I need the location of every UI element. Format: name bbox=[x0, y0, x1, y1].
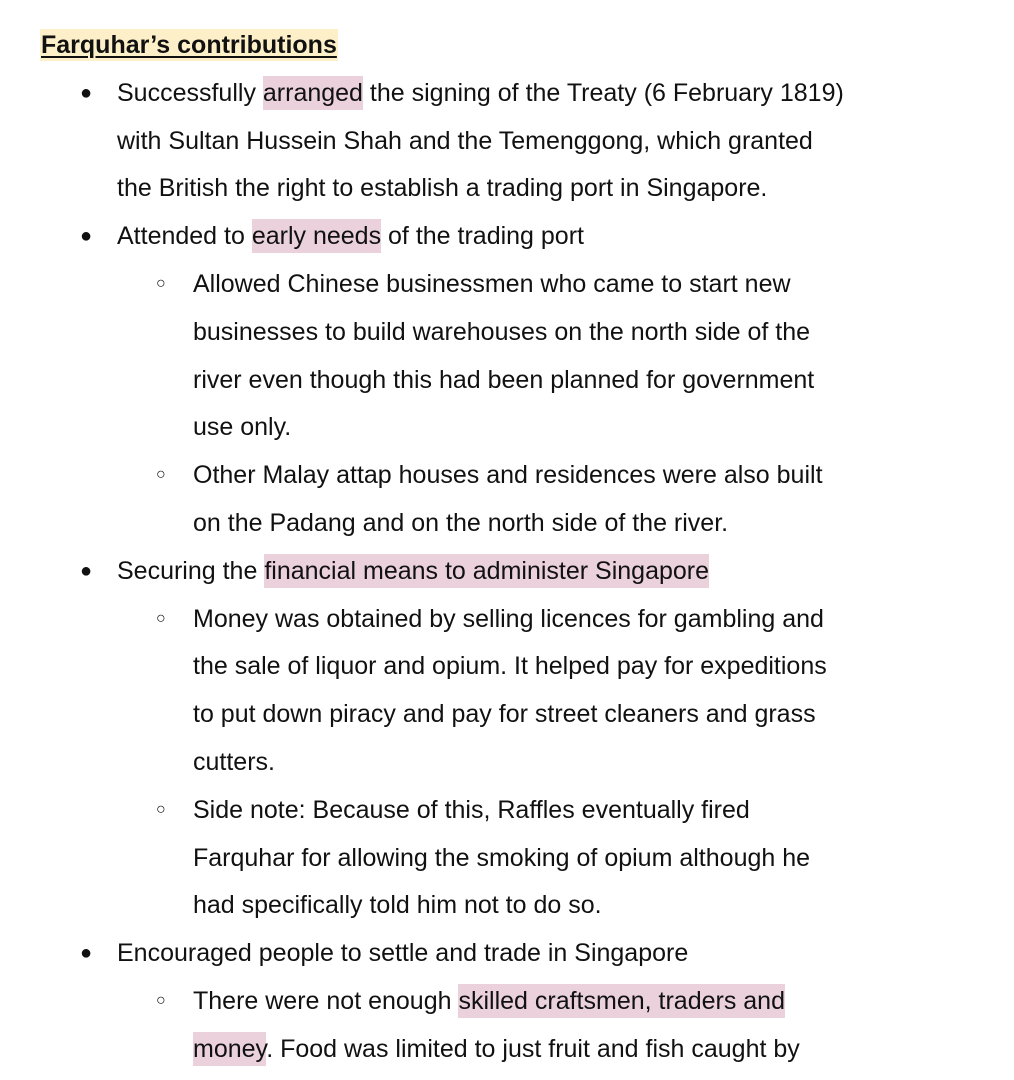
text-segment: the British the right to establish a trading port in Singapore. bbox=[117, 174, 768, 203]
text-segment: the sale of liquor and opium. It helped pay for expeditions bbox=[193, 652, 827, 681]
text-segment: Allowed Chinese businessmen who came to start new bbox=[193, 270, 791, 298]
text-segment: to put down piracy and pay for street cleaners and grass bbox=[193, 700, 816, 729]
filled-bullet-icon: ● bbox=[80, 942, 93, 965]
text-segment: Attended to bbox=[117, 222, 252, 251]
text-segment: of the trading port bbox=[381, 222, 584, 251]
highlighted-text: financial means to administer Singapore bbox=[264, 554, 709, 588]
list-item-line bbox=[193, 499, 728, 547]
list-item-line bbox=[117, 117, 813, 165]
list-item-line bbox=[117, 929, 688, 977]
list-item-line bbox=[193, 834, 810, 882]
list-item-line bbox=[117, 212, 584, 260]
text-segment: river even though this had been planned for government bbox=[193, 365, 815, 394]
list-item-line bbox=[193, 356, 814, 404]
highlighted-text: early needs bbox=[252, 219, 381, 253]
text-segment: Side note: Because of this, Raffles eventually fired bbox=[193, 795, 750, 824]
list-item-line bbox=[117, 164, 767, 212]
text-segment: use only. bbox=[193, 413, 292, 442]
hollow-bullet-icon: ○ bbox=[156, 466, 166, 484]
hollow-bullet-icon: ○ bbox=[156, 800, 166, 818]
list-item-line bbox=[193, 1025, 800, 1073]
hollow-bullet-icon: ○ bbox=[156, 275, 166, 292]
hollow-bullet-icon: ○ bbox=[156, 609, 166, 627]
highlighted-text: money bbox=[193, 1032, 266, 1066]
list-item-line bbox=[193, 595, 824, 643]
text-segment: on the Padang and on the north side of the river. bbox=[193, 509, 729, 537]
text-segment: the signing of the Treaty (6 February 1819) bbox=[362, 78, 844, 107]
text-segment: Money was obtained by selling licences for gambling and bbox=[193, 604, 824, 633]
heading-text: Farquhar’s contributions bbox=[41, 31, 337, 59]
text-segment: There were not enough bbox=[193, 987, 459, 1015]
text-segment: Farquhar for allowing the smoking of opium although he bbox=[193, 843, 811, 872]
filled-bullet-icon: ● bbox=[80, 81, 93, 104]
text-segment: had specifically told him not to do so. bbox=[193, 891, 602, 920]
filled-bullet-icon: ● bbox=[80, 559, 93, 582]
list-item-line bbox=[193, 308, 810, 356]
list-item-line bbox=[193, 881, 602, 929]
list-item-line bbox=[193, 403, 291, 451]
text-segment: Encouraged people to settle and trade in Singapore bbox=[117, 939, 689, 968]
filled-bullet-icon: ● bbox=[80, 225, 93, 248]
text-segment: businesses to build warehouses on the north side of the bbox=[193, 317, 811, 346]
list-item-line bbox=[193, 451, 823, 499]
text-segment: cutters. bbox=[193, 748, 275, 776]
text-segment: with Sultan Hussein Shah and the Temenggong, which granted bbox=[117, 126, 813, 155]
list-item-line bbox=[117, 547, 709, 595]
text-segment: Securing the bbox=[117, 556, 265, 585]
hollow-bullet-icon: ○ bbox=[156, 992, 166, 1009]
list-item-line bbox=[193, 977, 785, 1025]
text-segment: Other Malay attap houses and residences were also built bbox=[193, 461, 823, 490]
list-item-line bbox=[193, 642, 827, 690]
list-item-line bbox=[193, 786, 750, 834]
list-item-line bbox=[117, 69, 844, 117]
highlighted-text: arranged bbox=[263, 76, 363, 110]
text-segment: Successfully bbox=[117, 78, 263, 107]
highlighted-text: skilled craftsmen, traders and bbox=[458, 984, 785, 1018]
section-heading bbox=[40, 21, 338, 69]
list-item-line bbox=[193, 690, 816, 738]
list-item-line bbox=[193, 738, 275, 786]
text-segment: . Food was limited to just fruit and fish caught by bbox=[266, 1034, 800, 1063]
list-item-line bbox=[193, 260, 791, 308]
